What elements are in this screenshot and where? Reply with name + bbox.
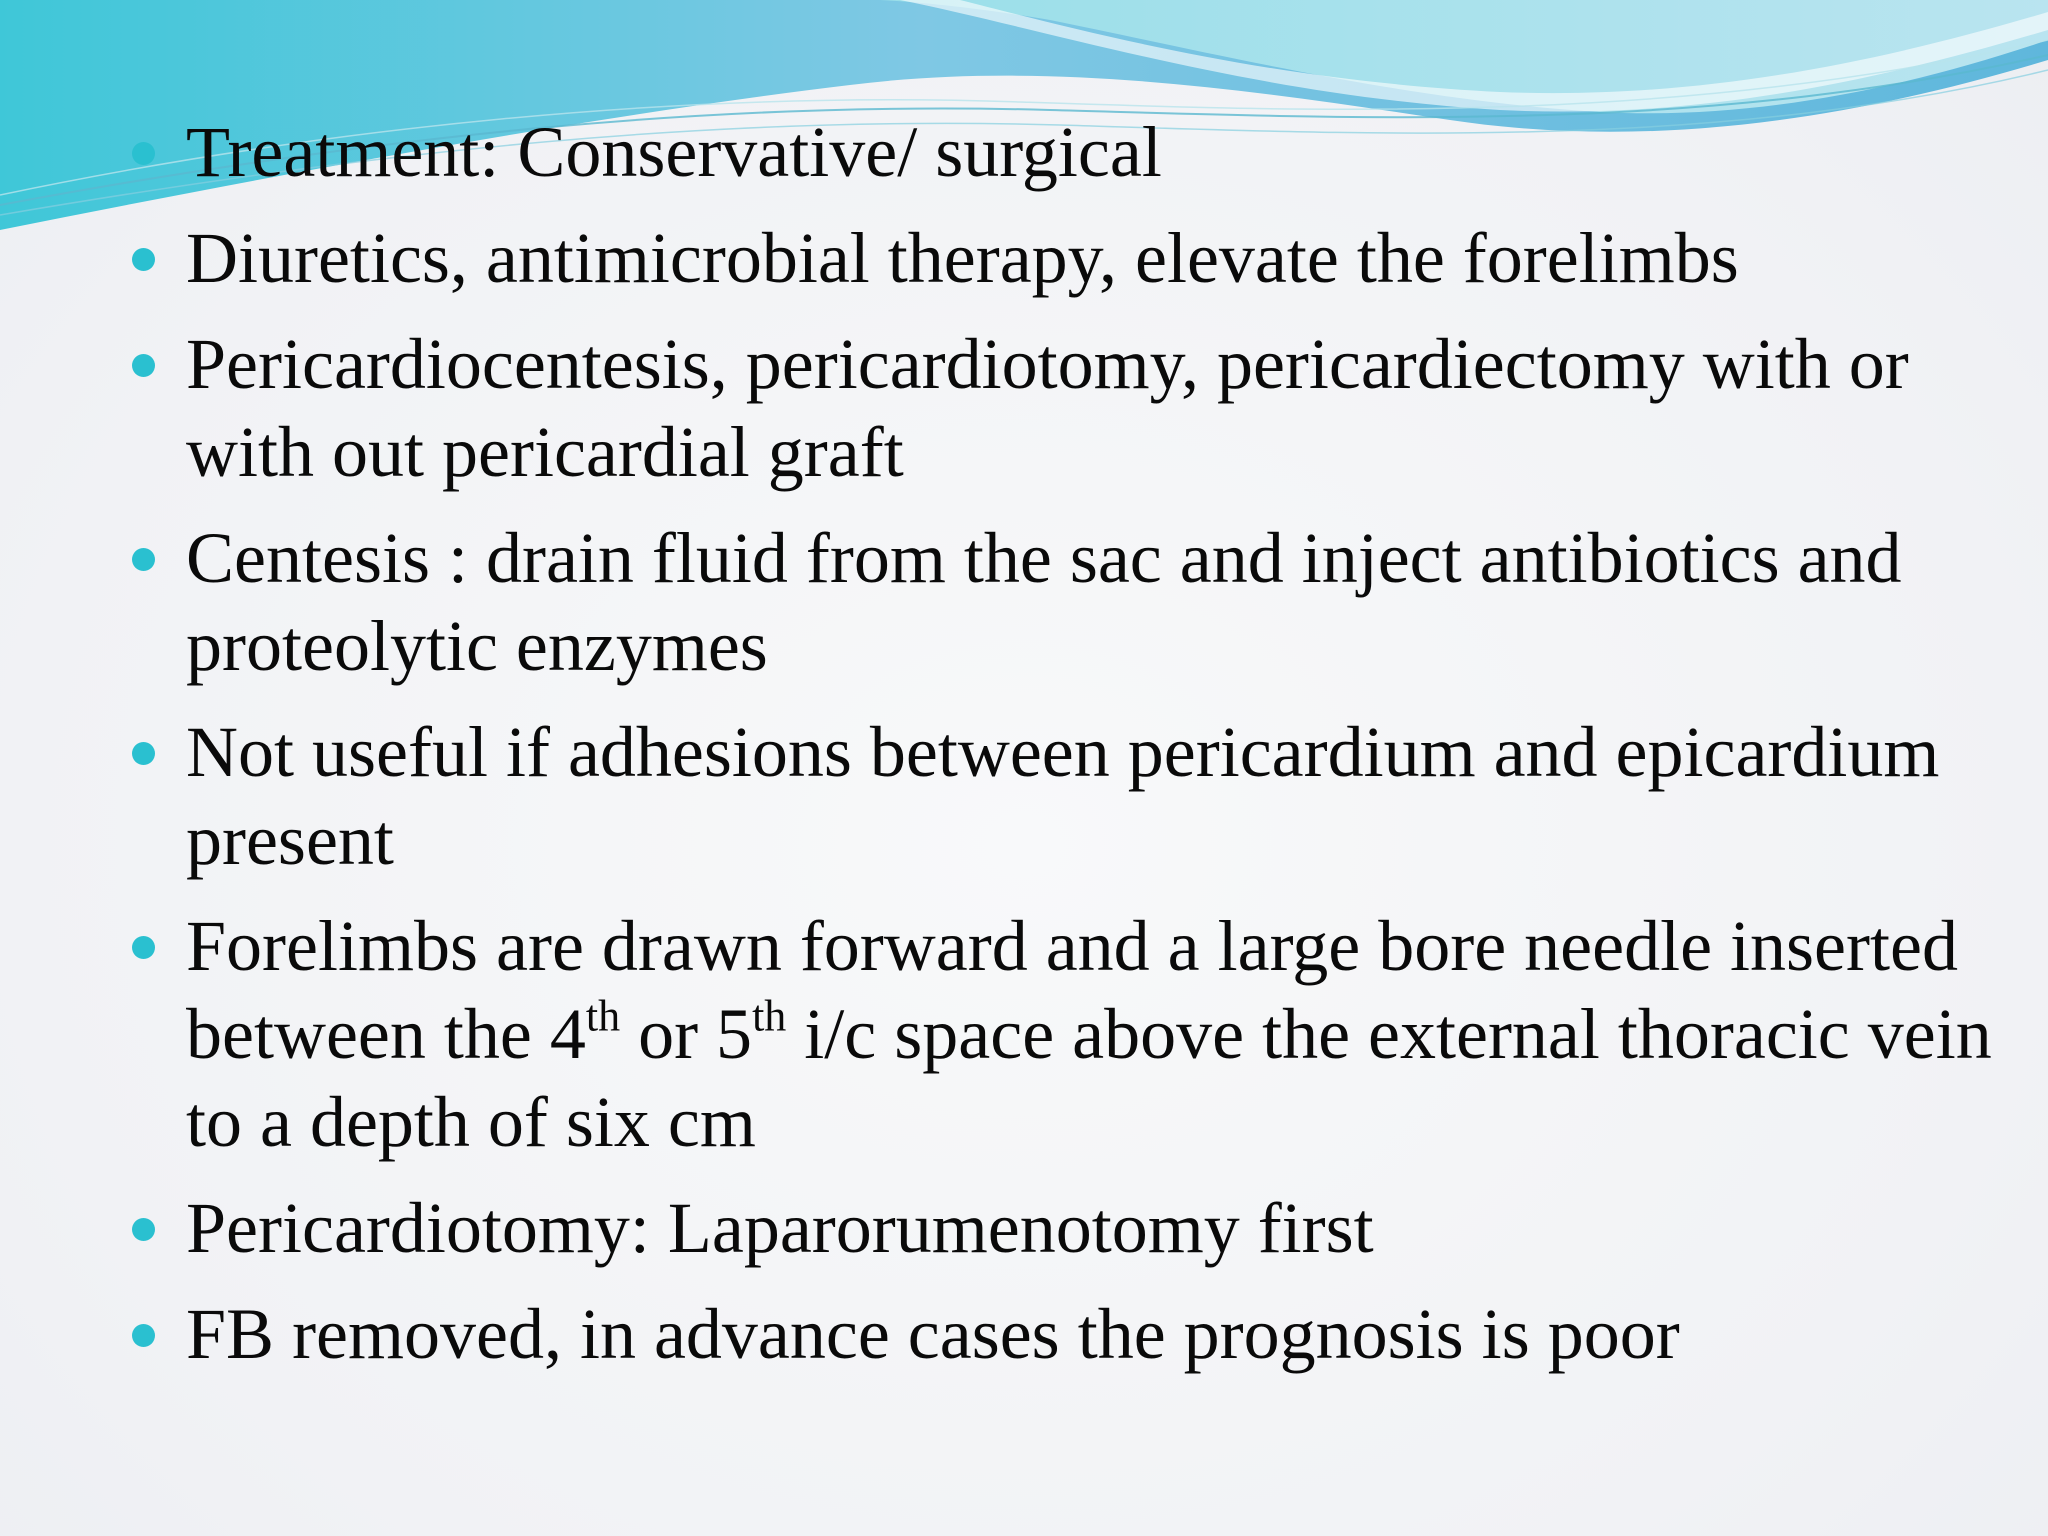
- bullet-dot-icon: [132, 742, 155, 765]
- bullet-item: [130, 708, 2010, 884]
- bullet-dot-icon: [132, 1324, 155, 1347]
- bullet-text: FB removed, in advance cases the prognosis is poor: [186, 1294, 1680, 1374]
- bullet-item: [130, 108, 2010, 196]
- bullet-text: Diuretics, antimicrobial therapy, elevate the forelimbs: [186, 218, 1739, 298]
- bullet-dot-icon: [132, 1218, 155, 1241]
- bullet-item: [130, 1290, 2010, 1378]
- bullet-dot-icon: [132, 548, 155, 571]
- ordinal-suffix: th: [752, 991, 787, 1041]
- bullet-item: [130, 514, 2010, 690]
- bullet-item: [130, 320, 2010, 496]
- bullet-item: [130, 1184, 2010, 1272]
- bullet-text-part: Forelimbs are drawn forward and a large bore needle inserted between the 4: [186, 906, 1958, 1074]
- bullet-text-part: or 5: [620, 994, 753, 1074]
- bullet-text-part: i/c space above the external thoracic vein to a depth of six cm: [186, 994, 1992, 1162]
- bullet-item: [130, 902, 2010, 1166]
- bullet-text: Not useful if adhesions between pericardium and epicardium present: [186, 712, 1940, 880]
- bullet-text: Pericardiotomy: Laparorumenotomy first: [186, 1188, 1374, 1268]
- bullet-text: Centesis : drain fluid from the sac and inject antibiotics and proteolytic enzymes: [186, 518, 1902, 686]
- ordinal-suffix: th: [585, 991, 621, 1041]
- bullet-item: [130, 214, 2010, 302]
- bullet-dot-icon: [132, 248, 155, 271]
- bullet-dot-icon: [132, 142, 155, 165]
- bullet-list: [130, 108, 2010, 1396]
- bullet-dot-icon: [132, 936, 155, 959]
- bullet-text: Pericardiocentesis, pericardiotomy, pericardiectomy with or with out pericardial graft: [186, 324, 1909, 492]
- bullet-text: [186, 906, 1992, 1162]
- bullet-text: Treatment: Conservative/ surgical: [186, 112, 1162, 192]
- bullet-dot-icon: [132, 354, 155, 377]
